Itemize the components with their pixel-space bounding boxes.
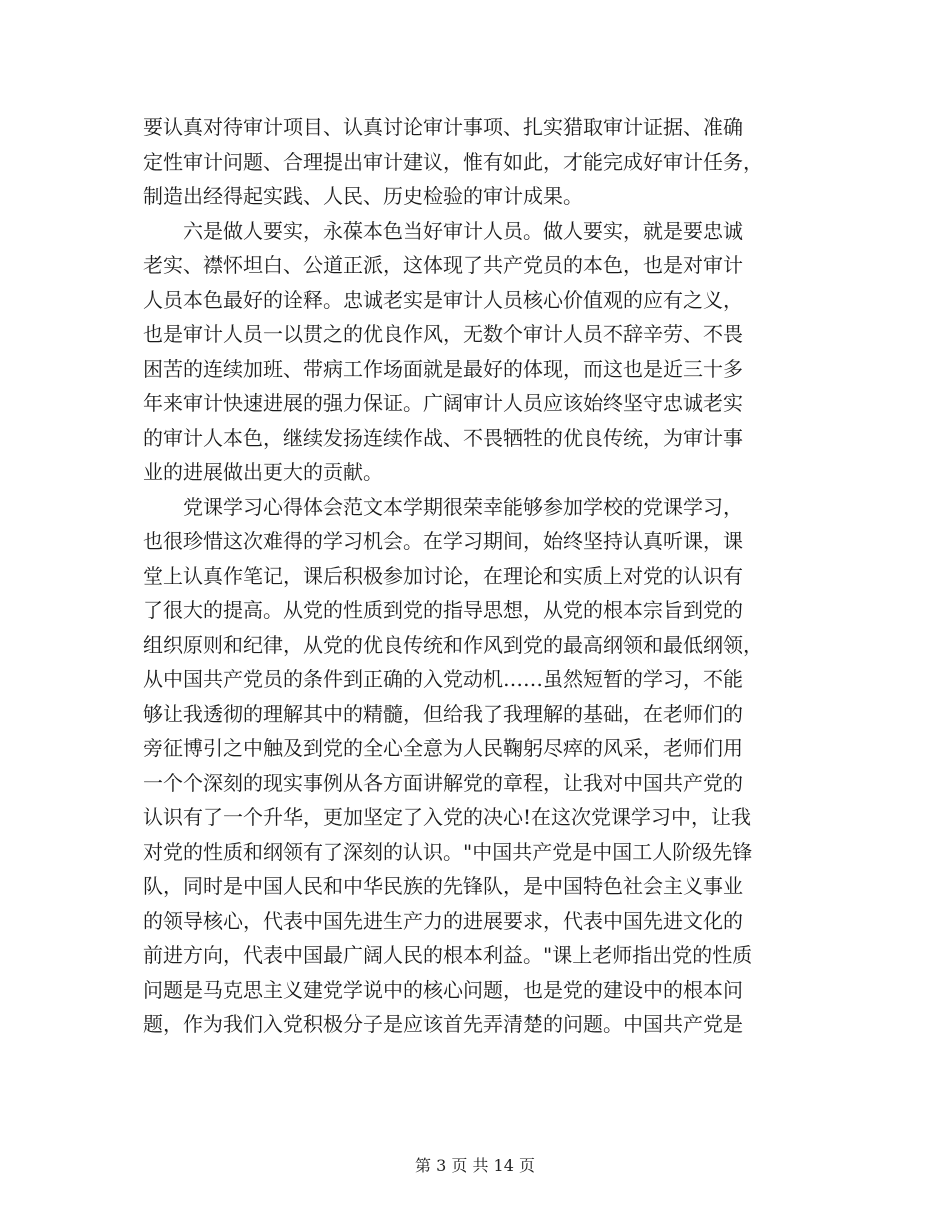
text-line: 业的进展做出更大的贡献。 (143, 460, 383, 484)
text-line: 的领导核心，代表中国先进生产力的进展要求，代表中国先进文化的 (143, 908, 743, 933)
text-line: 对党的性质和纲领有了深刻的认识。"中国共产党是中国工人阶级先锋 (143, 839, 753, 864)
text-line: 了很大的提高。从党的性质到党的指导思想，从党的根本宗旨到党的 (143, 598, 743, 622)
text-line: 党课学习心得体会范文本学期很荣幸能够参加学校的党课学习， (183, 494, 743, 519)
page-number-label: 第 3 页 共 14 页 (415, 1156, 535, 1175)
text-line: 的审计人本色，继续发扬连续作战、不畏牺牲的优良传统，为审计事 (143, 425, 743, 450)
text-line: 前进方向，代表中国最广阔人民的根本利益。"课上老师指出党的性质 (143, 943, 753, 967)
text-line: 够让我透彻的理解其中的精髓，但给我了我理解的基础，在老师们的 (143, 701, 743, 726)
text-line: 旁征博引之中触及到党的全心全意为人民鞠躬尽瘁的风采，老师们用 (143, 736, 743, 760)
document-body (143, 110, 808, 1042)
text-line: 队，同时是中国人民和中华民族的先锋队，是中国特色社会主义事业 (143, 874, 743, 898)
text-line: 要认真对待审计项目、认真讨论审计事项、扎实猎取审计证据、准确 (143, 115, 743, 139)
text-line: 也很珍惜这次难得的学习机会。在学习期间，始终坚持认真听课，课 (143, 529, 743, 553)
text-line: 堂上认真作笔记，课后积极参加讨论，在理论和实质上对党的认识有 (143, 563, 743, 588)
text-line: 困苦的连续加班、带病工作场面就是最好的体现，而这也是近三十多 (143, 356, 743, 381)
text-line: 问题是马克思主义建党学说中的核心问题，也是党的建设中的根本问 (143, 977, 743, 1002)
paragraph-1 (143, 110, 808, 214)
paragraph-2 (143, 214, 808, 490)
text-line: 也是审计人员一以贯之的优良作风，无数个审计人员不辞辛劳、不畏 (143, 322, 743, 346)
text-line: 年来审计快速进展的强力保证。广阔审计人员应该始终坚守忠诚老实 (143, 391, 743, 415)
text-line: 六是做人要实，永葆本色当好审计人员。做人要实，就是要忠诚 (183, 218, 743, 243)
text-line: 人员本色最好的诠释。忠诚老实是审计人员核心价值观的应有之义， (143, 287, 743, 312)
text-line: 题，作为我们入党积极分子是应该首先弄清楚的问题。中国共产党是 (143, 1012, 743, 1036)
text-line: 定性审计问题、合理提出审计建议，惟有如此，才能完成好审计任务， (143, 149, 763, 174)
paragraph-3 (143, 490, 808, 1042)
text-line: 认识有了一个升华，更加坚定了入党的决心!在这次党课学习中，让我 (143, 805, 752, 829)
text-line: 从中国共产党员的条件到正确的入党动机……虽然短暂的学习，不能 (143, 667, 743, 691)
text-line: 制造出经得起实践、人民、历史检验的审计成果。 (143, 184, 583, 208)
text-line: 老实、襟怀坦白、公道正派，这体现了共产党员的本色，也是对审计 (143, 253, 743, 277)
text-line: 一个个深刻的现实事例从各方面讲解党的章程，让我对中国共产党的 (143, 770, 743, 795)
text-line: 组织原则和纪律，从党的优良传统和作风到党的最高纲领和最低纲领， (143, 632, 763, 657)
page-footer (0, 1153, 950, 1176)
